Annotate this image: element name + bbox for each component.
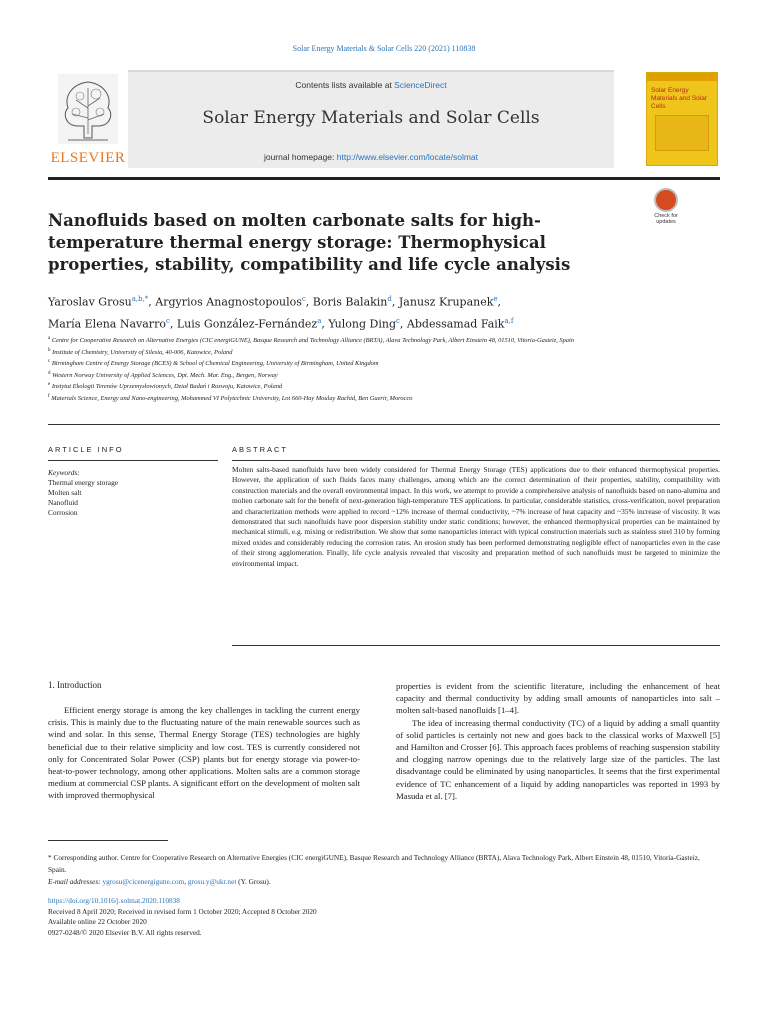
author-name[interactable]: Yaroslav Grosu: [48, 295, 132, 309]
affiliation-item: [48, 346, 720, 358]
article-metadata: [48, 896, 720, 938]
affiliation-item: [48, 369, 720, 381]
affiliation-marker: d: [48, 370, 51, 376]
affiliation-text: Birmingham Centre of Energy Storage (BCES) & School of Chemical Engineering, University of Birmingham, United Kingdom: [51, 360, 379, 368]
abstract-bottom-rule: [232, 645, 720, 646]
homepage-link[interactable]: http://www.elsevier.com/locate/solmat: [336, 152, 479, 162]
check-updates-icon: [654, 188, 678, 212]
check-for-updates-badge[interactable]: [648, 188, 684, 230]
affiliation-text: Centre for Cooperative Research on Alternative Energies (CIC energiGUNE), Basque Research and Technology Alliance (BRTA), Alava Technology Park, Albert Einstein 48, 01510, Vitoria-Gasteiz, Spain: [51, 337, 574, 345]
cover-image: [655, 115, 709, 151]
intro-paragraph-3: The idea of increasing thermal conductivity (TC) of a liquid by adding a small quantity of solid particles is certainly not new and goes back to the classical works of Maxwell [5] and Hamilton and Crosser [6]. This approach faces problems of reaching suspension stability and clogging narrow openings due to the relatively large size of the particles. The last disadvantage could be eliminated by using nanoparticles. It seems that the first experimental evidence of TC enhancement of a liquid by adding nanoparticles was reported in 1993 by Masuda et al. [7].: [396, 717, 720, 801]
received-dates: Received 8 April 2020; Received in revised form 1 October 2020; Accepted 8 October 2020: [48, 906, 317, 916]
elsevier-wordmark: ELSEVIER: [50, 150, 126, 166]
keyword-item: Nanofluid: [48, 498, 78, 507]
email-link-1[interactable]: ygrosu@cicenergigune.com: [102, 877, 185, 886]
author-affiliation-marker[interactable]: d: [387, 295, 392, 303]
author-name[interactable]: Yulong Ding: [328, 317, 396, 331]
keywords-block: [48, 468, 218, 518]
author-affiliation-marker[interactable]: e: [493, 295, 498, 303]
author-list: Yaroslav Grosu$^{a,b,*}$, Argyrios Anagnostopoulos$^c$, Boris Balakin$^d$, Janusz Krupanek$^e$, María Elena Navarro$^c$, Luis González-Fernández$^a$, Yulong Ding$^c$, Abdessamad Faik$^{a,f}$: [48, 295, 514, 331]
affiliation-list: [48, 334, 720, 403]
homepage-label: journal homepage:: [263, 152, 337, 162]
author-affiliation-marker[interactable]: c: [396, 316, 400, 325]
intro-paragraph-1: Efficient energy storage is among the key challenges in tackling the current energy crisis. This is mainly due to the fluctuating nature of the main renewable sources such as wind and solar. In this sense, Thermal Energy Storage (TES) technologies are highly beneficial due to their relative simplicity and low cost. TES is currently considered not only for Concentrated Solar Power (CSP) plants but for energy storage via power-to-heat-to-power technology, among other applications. Molten salts are a common storage medium at commercial CSP plants. A significant effort on the development of molten salt with improved thermophysical: [48, 705, 360, 801]
contents-prefix: Contents lists available at: [295, 80, 395, 90]
author-name[interactable]: Argyrios Anagnostopoulos: [155, 295, 302, 309]
abstract-text: Molten salts-based nanofluids have been widely considered for Thermal Energy Storage (TES) applications due to their enhanced thermophysical properties. However, the application of such fluids faces many challenges, among which are the correct determination of their properties, stability, compatibility with construction materials and the overall environmental impact. In this work, we attempt to provide a comprehensive analysis of nanofluids based on nano-alumina and molten carbonate salt for the benefit of next-generation high-temperature TES applications. In particular, considerable statistics, cross-verification, novel preparation and characterization methods were applied to record ~12% increase of thermal conductivity, ~7% increase of heat capacity and ~35% increase of viscosity. It was demonstrated that such nanofluids have poor dispersion stability under static conditions; however, the enhanced thermophysical properties can be maintained by mechanical stimuli, e.g. mixing or redistribution. We show that some nanoparticles interact with typical construction materials such as stainless steel 310 by forming mixed oxides and considerably reducing the corrosion rates. An erosion study has been performed demonstrating negligible effect of nanoparticles even in the case of their strong agglomeration. Finally, life cycle analysis revealed that viscosity and preparation method of such nanofluids must be targeted to minimize the environmental impact.: [232, 465, 720, 568]
journal-title: Solar Energy Materials and Solar Cells: [202, 108, 540, 128]
copyright: 0927-0248/© 2020 Elsevier B.V. All rights reserved.: [48, 927, 202, 937]
affiliation-item: [48, 392, 720, 404]
keyword-item: Molten salt: [48, 488, 82, 497]
doi-link[interactable]: https://doi.org/10.1016/j.solmat.2020.110838: [48, 896, 180, 905]
journal-cover-thumbnail[interactable]: [646, 72, 718, 166]
keywords-label: Keywords:: [48, 468, 80, 477]
author-name[interactable]: María Elena Navarro: [48, 317, 166, 331]
affiliation-item: [48, 357, 720, 369]
affiliation-divider: [48, 424, 720, 425]
journal-homepage: [128, 152, 614, 162]
check-updates-label: Check for updates: [654, 213, 678, 225]
corresponding-author-text: * Corresponding author. Centre for Cooperative Research on Alternative Energies (CIC energiGUNE), Basque Research and Technology Alliance (BRTA), Alava Technology Park, Albert Einstein 48, 01510, Vitoria-Gasteiz, Spain.: [48, 853, 700, 874]
footnote-rule: [48, 840, 168, 841]
keyword-item: Thermal energy storage: [48, 478, 119, 487]
masthead: [48, 70, 720, 170]
affiliation-text: Instytut Ekologii Terenów Uprzemysłowionych, Dział Badań i Rozwoju, Katowice, Poland: [51, 383, 283, 391]
affiliation-item: [48, 334, 720, 346]
cover-title: Solar Energy Materials and Solar Cells: [651, 87, 707, 110]
article-info-rule: [48, 460, 218, 461]
intro-paragraph-2: properties is evident from the scientific literature, including the enhancement of heat capacity and thermal conductivity by adding small amounts of nanoparticles into salt – molten salt-based nanofluids [1–4].: [396, 681, 720, 716]
corresponding-footnote: [48, 852, 720, 888]
intro-left-column: [48, 704, 360, 802]
cover-band: [647, 73, 717, 81]
affiliation-text: Western Norway University of Applied Sciences, Dpt. Mech. Mar. Eng., Bergen, Norway: [52, 371, 278, 379]
keyword-item: Corrosion: [48, 508, 78, 517]
affiliation-marker: f: [48, 393, 50, 399]
author-name[interactable]: Abdessamad Faik: [406, 317, 505, 331]
email-line: E-mail addresses: ygrosu@cicenergigune.com, grosu.y@ukr.net (Y. Grosu).: [48, 877, 271, 886]
affiliation-marker: e: [48, 382, 51, 388]
article-info-heading: ARTICLE INFO: [48, 445, 124, 454]
affiliation-text: Materials Science, Energy and Nano-engineering, Mohammed VI Polytechnic University, Lot 660-Hay Moulay Rachid, Ben Guerir, Morocco: [51, 394, 413, 402]
author-affiliation-marker[interactable]: c: [165, 316, 170, 325]
author-affiliation-marker[interactable]: c: [301, 295, 306, 303]
masthead-rule: [48, 177, 720, 180]
journal-citation-header[interactable]: Solar Energy Materials & Solar Cells 220 (2021) 110838: [292, 44, 476, 53]
intro-right-column: [396, 680, 720, 802]
author-name[interactable]: Janusz Krupanek: [398, 295, 494, 309]
article-title: Nanofluids based on molten carbonate salts for high-temperature thermal energy storage: Thermophysical properties, stability, compatibility and life cycle analysis: [48, 211, 571, 274]
elsevier-tree-icon: [58, 74, 118, 144]
introduction-heading: 1. Introduction: [48, 680, 102, 690]
affiliation-item: [48, 380, 720, 392]
affiliation-text: Institute of Chemistry, University of Silesia, 40-006, Katowice, Poland: [52, 348, 233, 356]
author-affiliation-marker[interactable]: a: [317, 316, 322, 325]
email-link-2[interactable]: grosu.y@ukr.net: [187, 877, 237, 886]
sciencedirect-link[interactable]: ScienceDirect: [394, 80, 447, 90]
author-affiliation-marker[interactable]: a,b,*: [131, 295, 149, 303]
author-name[interactable]: Boris Balakin: [312, 295, 388, 309]
abstract-heading: ABSTRACT: [232, 445, 289, 454]
affiliation-marker: c: [48, 359, 51, 365]
author-name[interactable]: Luis González-Fernández: [176, 317, 318, 331]
affiliation-marker: a: [48, 336, 51, 341]
contents-line: [128, 80, 614, 90]
author-affiliation-marker[interactable]: a,f: [504, 316, 514, 325]
email-suffix: (Y. Grosu).: [236, 877, 271, 886]
abstract-rule: [232, 460, 720, 461]
available-online: Available online 22 October 2020: [48, 917, 147, 927]
elsevier-logo[interactable]: [48, 74, 126, 166]
email-label: E-mail addresses:: [48, 877, 101, 886]
affiliation-marker: b: [48, 347, 51, 353]
